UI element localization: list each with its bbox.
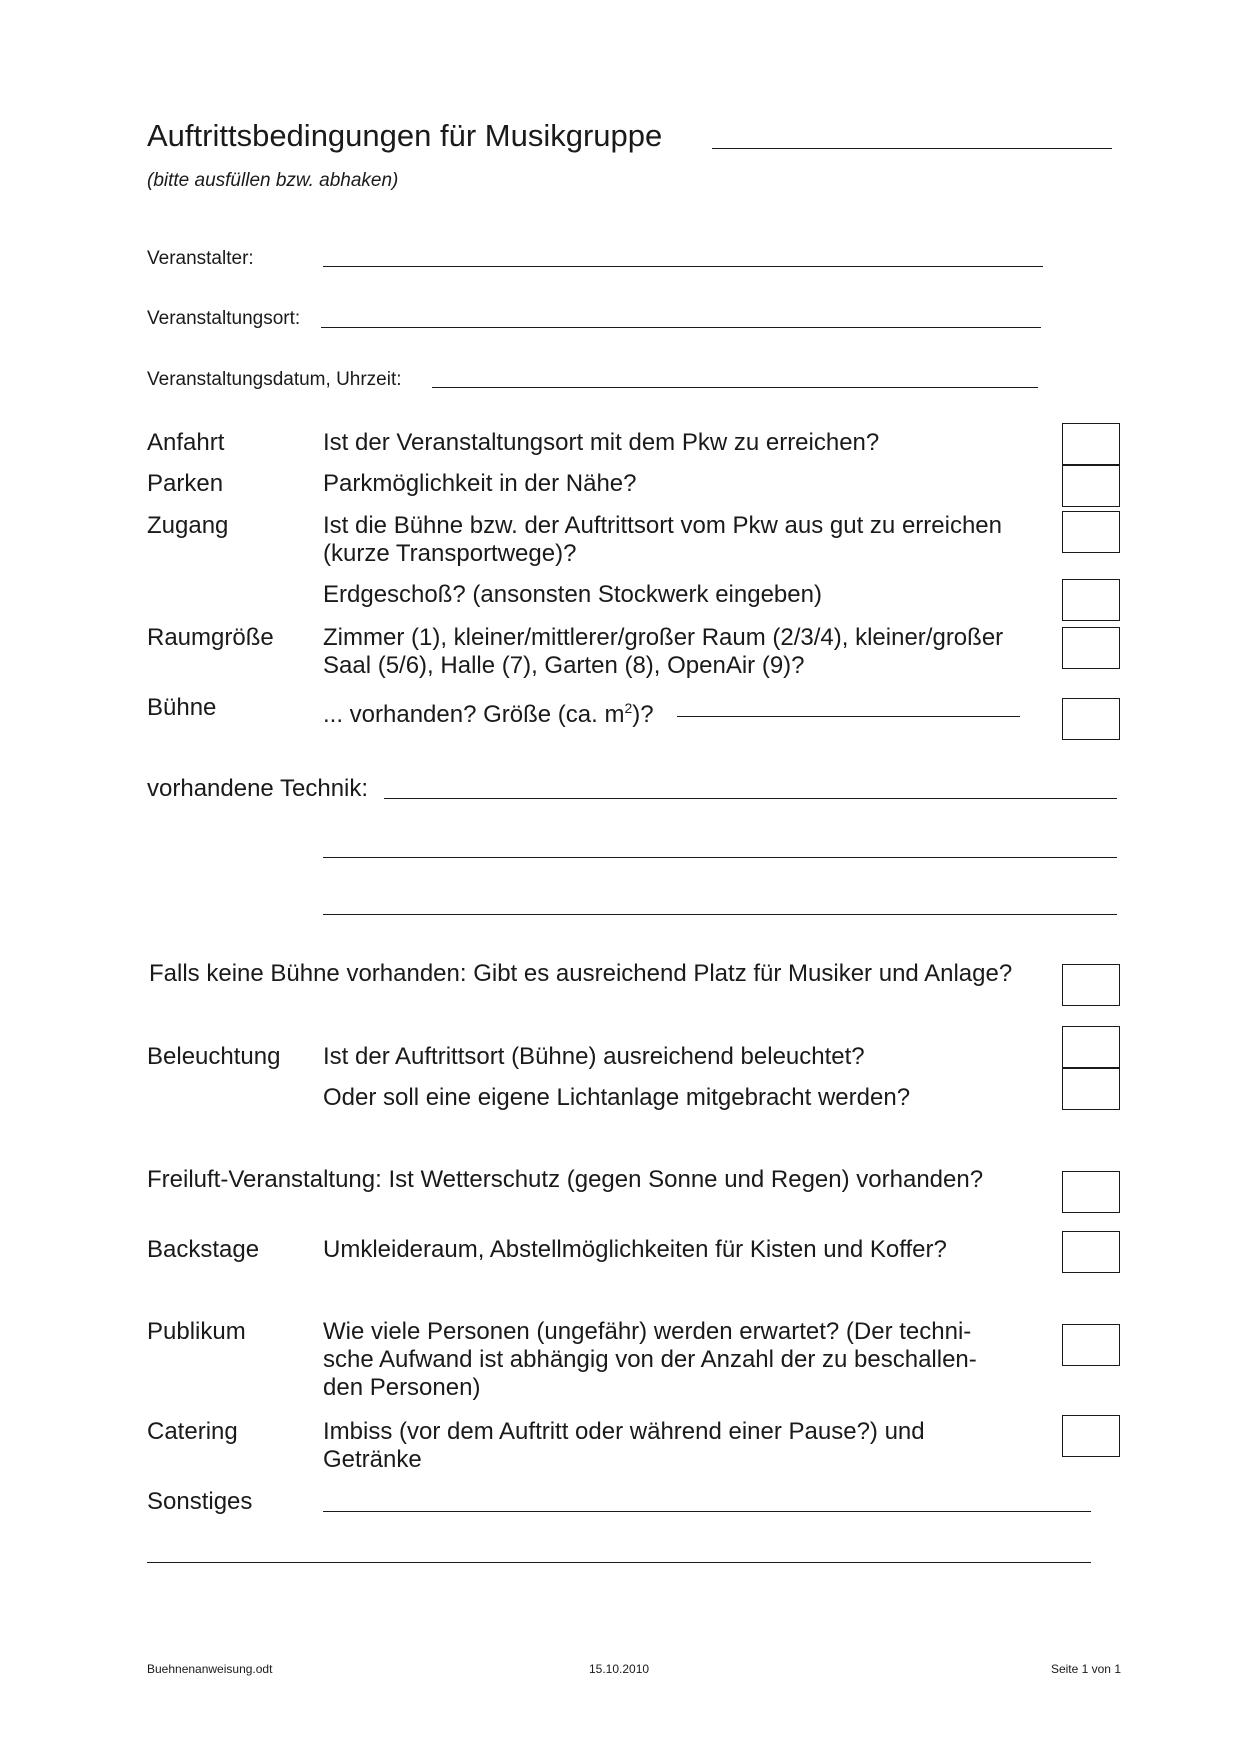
sonstiges-field-2[interactable]: [147, 1562, 1091, 1563]
venue-field[interactable]: [321, 327, 1041, 328]
page-subtitle: (bitte ausfüllen bzw. abhaken): [147, 170, 399, 191]
category-anfahrt: Anfahrt: [147, 429, 225, 456]
question-buehne-sup: 2: [624, 700, 633, 716]
page-title: Auftrittsbedingungen für Musikgruppe: [147, 118, 663, 153]
category-buehne: Bühne: [147, 694, 217, 721]
checkbox-buehne[interactable]: [1062, 698, 1120, 740]
footer-page-number: Seite 1 von 1: [1050, 1662, 1121, 1676]
technik-field-3[interactable]: [323, 914, 1117, 915]
technik-label: vorhandene Technik:: [147, 775, 369, 802]
question-zugang-line-2: (kurze Transportwege)?: [323, 540, 577, 567]
category-zugang: Zugang: [147, 512, 229, 539]
technik-field-2[interactable]: [323, 857, 1117, 858]
date-time-field[interactable]: [432, 387, 1038, 388]
question-erdgeschoss: Erdgeschoß? (ansonsten Stockwerk eingeben): [323, 581, 822, 608]
band-name-field[interactable]: [712, 148, 1112, 149]
checkbox-backstage[interactable]: [1062, 1231, 1120, 1273]
platz-question: Falls keine Bühne vorhanden: Gibt es ausreichend Platz für Musiker und Anlage?: [149, 960, 1013, 987]
checkbox-beleuchtung-2[interactable]: [1062, 1068, 1120, 1110]
question-publikum: [323, 1318, 977, 1402]
question-beleuchtung-1: Ist der Auftrittsort (Bühne) ausreichend beleuchtet?: [323, 1043, 865, 1070]
question-parken: Parkmöglichkeit in der Nähe?: [323, 470, 637, 497]
category-catering: Catering: [147, 1418, 238, 1445]
question-buehne-prefix: ... vorhanden? Größe (ca. m: [323, 701, 625, 728]
question-raumgroesse-line-2: Saal (5/6), Halle (7), Garten (8), OpenAir (9)?: [323, 652, 805, 679]
category-beleuchtung: Beleuchtung: [147, 1043, 281, 1070]
organizer-label: Veranstalter:: [147, 248, 254, 269]
checkbox-platz[interactable]: [1062, 964, 1120, 1006]
question-zugang-line-1: Ist die Bühne bzw. der Auftrittsort vom Pkw aus gut zu erreichen: [323, 512, 1002, 539]
question-raumgroesse: [323, 624, 1003, 680]
checkbox-catering[interactable]: [1062, 1415, 1120, 1457]
checkbox-parken[interactable]: [1062, 465, 1120, 507]
question-publikum-line-3: den Personen): [323, 1374, 481, 1401]
organizer-field[interactable]: [323, 266, 1043, 267]
question-catering-line-2: Getränke: [323, 1446, 422, 1473]
footer-filename: Buehnenanweisung.odt: [147, 1662, 273, 1676]
venue-label: Veranstaltungsort:: [147, 308, 301, 329]
sonstiges-label: Sonstiges: [147, 1488, 253, 1515]
date-time-label: Veranstaltungsdatum, Uhrzeit:: [147, 369, 402, 390]
category-publikum: Publikum: [147, 1318, 246, 1345]
checkbox-publikum[interactable]: [1062, 1324, 1120, 1366]
question-catering: [323, 1418, 925, 1474]
question-anfahrt: Ist der Veranstaltungsort mit dem Pkw zu erreichen?: [323, 429, 880, 456]
checkbox-freiluft[interactable]: [1062, 1171, 1120, 1213]
checkbox-anfahrt[interactable]: [1062, 423, 1120, 465]
stage-size-field[interactable]: [677, 716, 1020, 717]
freiluft-question: Freiluft-Veranstaltung: Ist Wetterschutz (gegen Sonne und Regen) vorhanden?: [147, 1166, 984, 1193]
checkbox-beleuchtung-1[interactable]: [1062, 1026, 1120, 1068]
category-raumgroesse: Raumgröße: [147, 624, 274, 651]
question-publikum-line-2: sche Aufwand ist abhängig von der Anzahl der zu beschallen-: [323, 1346, 977, 1373]
question-zugang: [323, 512, 1002, 568]
question-beleuchtung-2: Oder soll eine eigene Lichtanlage mitgebracht werden?: [323, 1084, 911, 1111]
sonstiges-field-1[interactable]: [323, 1511, 1091, 1512]
technik-field-1[interactable]: [384, 798, 1117, 799]
question-buehne-suffix: )?: [632, 701, 654, 728]
question-backstage: Umkleideraum, Abstellmöglichkeiten für Kisten und Koffer?: [323, 1236, 947, 1263]
checkbox-erdgeschoss[interactable]: [1062, 579, 1120, 621]
category-parken: Parken: [147, 470, 224, 497]
footer-date: 15.10.2010: [589, 1662, 650, 1676]
question-raumgroesse-line-1: Zimmer (1), kleiner/mittlerer/großer Raum (2/3/4), kleiner/großer: [323, 624, 1004, 651]
checkbox-raumgroesse[interactable]: [1062, 627, 1120, 669]
question-publikum-line-1: Wie viele Personen (ungefähr) werden erwartet? (Der techni-: [323, 1318, 972, 1345]
question-buehne: [323, 694, 654, 729]
checkbox-zugang[interactable]: [1062, 511, 1120, 553]
question-catering-line-1: Imbiss (vor dem Auftritt oder während einer Pause?) und: [323, 1418, 925, 1445]
category-backstage: Backstage: [147, 1236, 260, 1263]
